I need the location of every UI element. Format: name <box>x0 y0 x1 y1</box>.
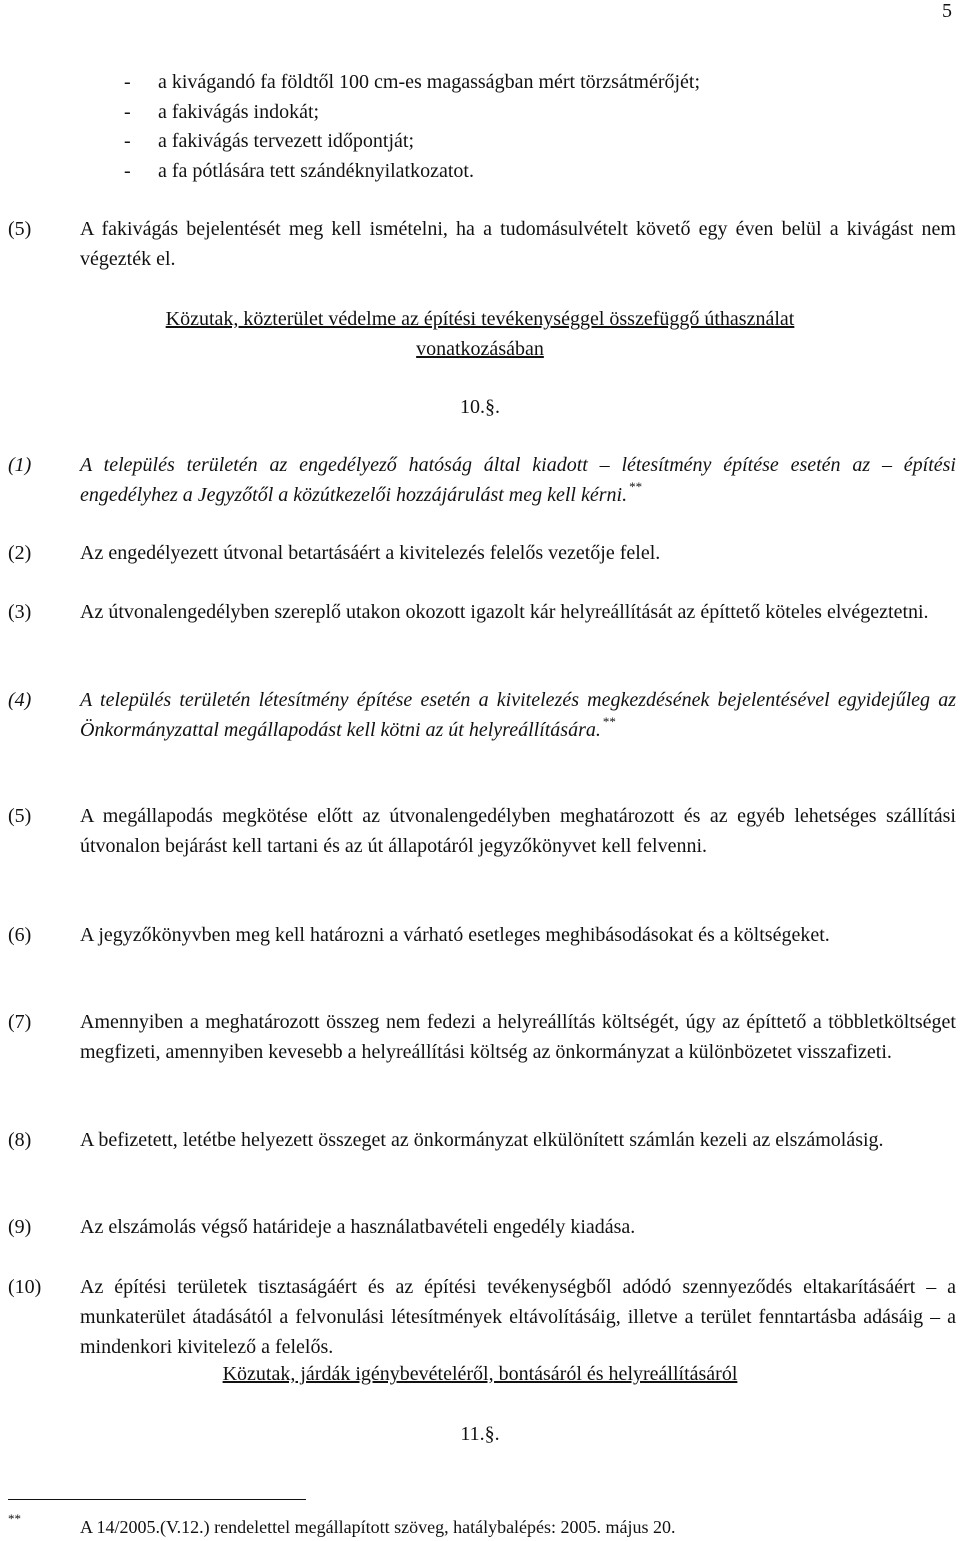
footnote-mark: ** <box>8 1511 21 1526</box>
paragraph-4 <box>8 685 956 745</box>
paragraph-number: (6) <box>8 924 32 946</box>
list-item-text: a fa pótlására tett szándéknyilatkozatot. <box>158 159 474 182</box>
paragraph-text: A befizetett, letétbe helyezett összeget az önkormányzat elkülönített számlán kezeli az elszámolásig. <box>80 1129 884 1151</box>
list-dash: - <box>124 71 131 93</box>
paragraph-text: Az engedélyezett útvonal betartásáért a kivitelezés felelős vezetője felel. <box>80 542 661 564</box>
paragraph-8 <box>8 1125 956 1155</box>
section-number-10: 10.§. <box>460 396 500 418</box>
list-dash: - <box>124 100 131 123</box>
paragraph-text: A fakivágás bejelentését meg kell ismételni, ha a tudomásulvételt követő egy éven belül a kivágást nem végezték el. <box>80 218 956 270</box>
paragraph-9 <box>8 1212 956 1242</box>
paragraph-5-tree-felling <box>8 214 956 274</box>
footnote-divider <box>8 1499 306 1500</box>
paragraph-number: (4) <box>8 689 32 711</box>
section-heading-public-roads <box>0 304 960 364</box>
paragraph-text: A település területén létesítmény építése esetén a kivitelezés megkezdésének bejelentésével egyidejűleg az Önkormányzattal megállapodást kell kötni az út helyreállítására. <box>80 689 956 741</box>
section-number-11: 11.§. <box>460 1423 500 1445</box>
paragraph-number: (9) <box>8 1216 32 1238</box>
list-item-text: a fakivágás tervezett időpontját; <box>158 130 415 152</box>
paragraph-number: (10) <box>8 1276 42 1298</box>
paragraph-number: (7) <box>8 1011 32 1033</box>
paragraph-number: (8) <box>8 1129 32 1151</box>
footnote <box>8 1511 948 1539</box>
paragraph-number: (1) <box>8 454 32 476</box>
paragraph-number: (5) <box>8 218 32 240</box>
paragraph-number: (3) <box>8 601 32 623</box>
footnote-ref: ** <box>629 479 643 494</box>
list-item <box>124 127 700 157</box>
paragraph-3 <box>8 597 956 627</box>
paragraph-text: Az útvonalengedélyben szereplő utakon okozott igazolt kár helyreállítását az építtető köteles elvégeztetni. <box>80 601 929 623</box>
requirement-list <box>124 68 700 186</box>
heading-line: Közutak, közterület védelme az építési tevékenységgel összefüggő úthasználat <box>165 308 795 330</box>
paragraph-text: Az elszámolás végső határideje a használatbavételi engedély kiadása. <box>80 1216 636 1238</box>
paragraph-text: A megállapodás megkötése előtt az útvonalengedélyben meghatározott és az egyéb lehetséges szállítási útvonalon bejárást kell tartani és az út állapotáról jegyzőkönyvet kell felvenni. <box>80 805 956 857</box>
paragraph-6 <box>8 920 956 950</box>
page-number: 5 <box>942 0 952 22</box>
paragraph-number: (5) <box>8 805 32 827</box>
list-item <box>124 98 700 128</box>
paragraph-text: Amennyiben a meghatározott összeg nem fedezi a helyreállítás költségét, úgy az építtető a többletköltséget megfizeti, amennyiben kevesebb a helyreállítási költség az önkormányzat a különbözetet visszafizeti. <box>80 1011 956 1063</box>
paragraph-1 <box>8 450 956 510</box>
paragraph-5 <box>8 801 956 861</box>
footnote-ref: ** <box>602 714 616 729</box>
list-dash: - <box>124 130 131 152</box>
paragraph-text: Az építési területek tisztaságáért és az építési tevékenységből adódó szennyeződés eltakarításáért – a munkaterület átadásától a felvonulási létesítmények eltávolításáig, illetve a terület fenntartásba adásáig – a mindenkori kivitelező a felelős. <box>80 1276 956 1358</box>
paragraph-7 <box>8 1007 956 1067</box>
paragraph-10 <box>8 1272 956 1362</box>
paragraph-number: (2) <box>8 542 32 564</box>
footnote-text: A 14/2005.(V.12.) rendelettel megállapított szöveg, hatálybalépés: 2005. május 20. <box>80 1517 676 1537</box>
paragraph-text: A település területén az engedélyező hatóság által kiadott – létesítmény építése esetén az – építési engedélyhez a Jegyzőtől a közútkezelői hozzájárulást meg kell kérni. <box>80 454 956 506</box>
paragraph-text: A jegyzőkönyvben meg kell határozni a várható esetleges meghibásodásokat és a költségeket. <box>80 924 830 946</box>
section-heading-roads-sidewalks: Közutak, járdák igénybevételéről, bontásáról és helyreállításáról <box>222 1363 738 1385</box>
list-item-text: a fakivágás indokát; <box>158 100 320 123</box>
list-dash: - <box>124 159 131 182</box>
list-item <box>124 157 700 187</box>
list-item-text: a kivágandó fa földtől 100 cm-es magasságban mért törzsátmérőjét; <box>158 71 701 93</box>
list-item <box>124 68 700 98</box>
paragraph-2 <box>8 538 956 568</box>
heading-line: vonatkozásában <box>416 338 544 360</box>
